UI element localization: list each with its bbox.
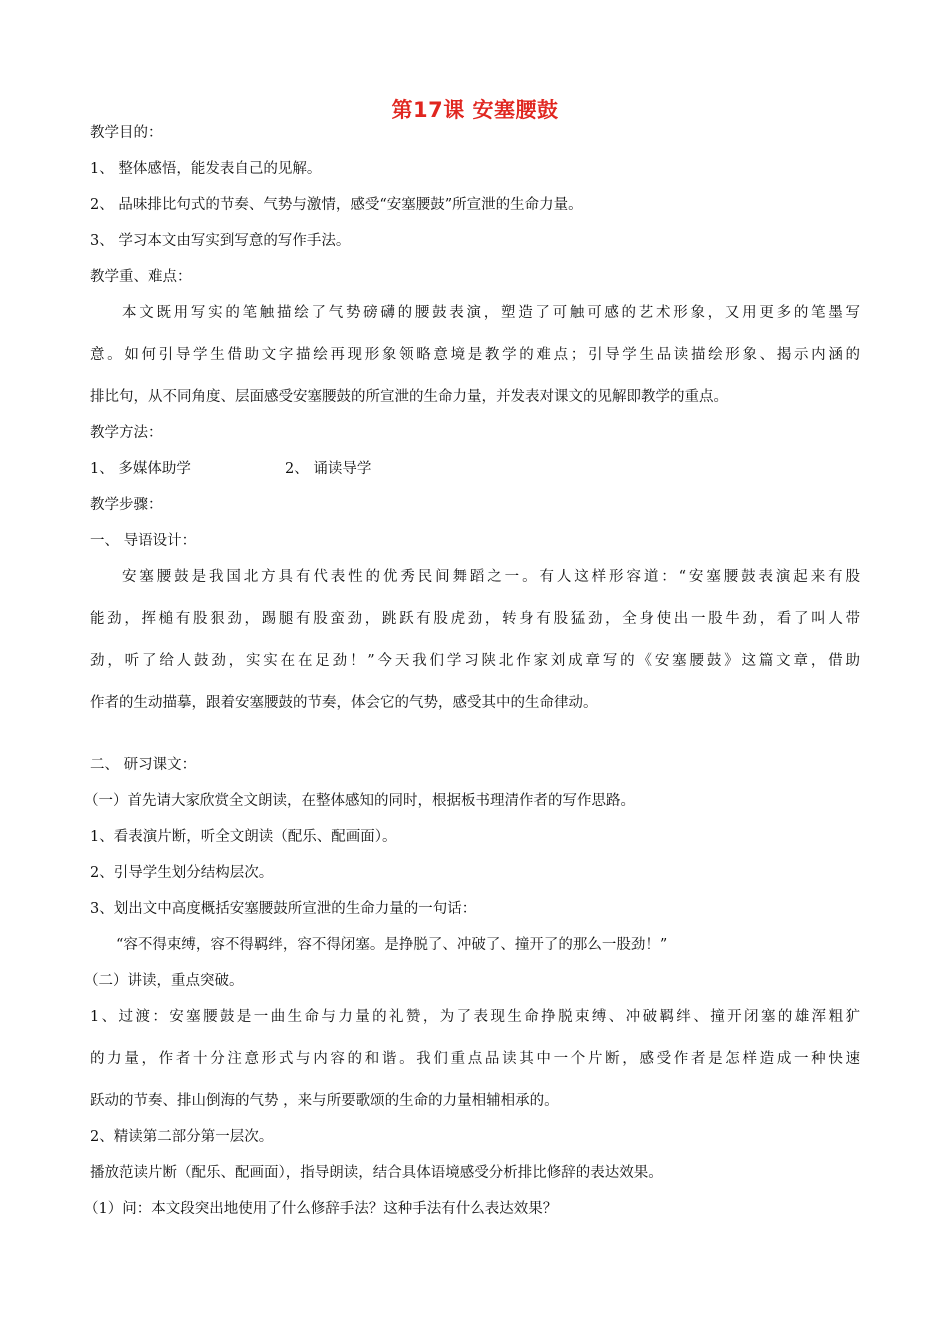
method-item: 2、 诵读导学 (285, 461, 372, 477)
transition-line: 1、过渡：安塞腰鼓是一曲生命与力量的礼赞，为了表现生命挣脱束缚、冲破羁绊、撞开闭塞的雄浑粗犷 (90, 1009, 860, 1025)
section-two-heading: 二、 研习课文： (90, 757, 197, 773)
intro-line: 劲，听了给人鼓劲，实实在在足劲！”今天我们学习陕北作家刘成章写的《安塞腰鼓》这篇文章，借助 (90, 653, 860, 669)
methods-heading: 教学方法： (90, 425, 163, 441)
transition-line: 的力量，作者十分注意形式与内容的和谐。我们重点品读其中一个片断，感受作者是怎样造成一种快速 (90, 1051, 860, 1067)
objective-item: 1、 整体感悟，能发表自己的见解。 (90, 161, 322, 177)
intro-line: 能劲，挥槌有股狠劲，踢腿有股蛮劲，跳跃有股虎劲，转身有股猛劲，全身使出一股牛劲，看了叫人带 (90, 611, 860, 627)
study-item: 2、精读第二部分第一层次。 (90, 1129, 274, 1145)
objective-item: 3、 学习本文由写实到写意的写作手法。 (90, 233, 351, 249)
section-one-heading: 一、 导语设计： (90, 533, 197, 549)
intro-line: 安塞腰鼓是我国北方具有代表性的优秀民间舞蹈之一。有人这样形容道：“安塞腰鼓表演起来有股 (122, 569, 860, 585)
study-item: 3、划出文中高度概括安塞腰鼓所宣泄的生命力量的一句话： (90, 901, 477, 917)
objective-item: 2、 品味排比句式的节奏、气势与激情，感受“安塞腰鼓”所宣泄的生命力量。 (90, 197, 583, 213)
question-item: （1）问：本文段突出地使用了什么修辞手法？这种手法有什么表达效果？ (84, 1201, 558, 1217)
key-points-line: 本文既用写实的笔触描绘了气势磅礴的腰鼓表演，塑造了可触可感的艺术形象，又用更多的笔墨写 (122, 305, 860, 321)
part-two-heading: （二）讲读，重点突破。 (84, 973, 244, 989)
page-title: 第17课 安塞腰鼓 (391, 98, 559, 122)
intro-line: 作者的生动描摹，跟着安塞腰鼓的节奏，体会它的气势，感受其中的生命律动。 (90, 695, 598, 711)
steps-heading: 教学步骤： (90, 497, 163, 513)
key-points-line: 排比句，从不同角度、层面感受安塞腰鼓的所宣泄的生命力量，并发表对课文的见解即教学的重点。 (90, 389, 728, 405)
key-points-line: 意。如何引导学生借助文字描绘再现形象领略意境是教学的难点；引导学生品读描绘形象、揭示内涵的 (90, 347, 860, 363)
part-one-heading: （一）首先请大家欣赏全文朗读，在整体感知的同时，根据板书理清作者的写作思路。 (84, 793, 635, 809)
play-instruction: 播放范读片断（配乐、配画面），指导朗读，结合具体语境感受分析排比修辞的表达效果。 (90, 1165, 663, 1181)
study-item: 1、看表演片断，听全文朗读（配乐、配画面）。 (90, 829, 397, 845)
transition-line: 跃动的节奏、排山倒海的气势 ，来与所要歌颂的生命的力量相辅相承的。 (90, 1093, 559, 1109)
study-item: 2、引导学生划分结构层次。 (90, 865, 274, 881)
objectives-heading: 教学目的： (90, 125, 163, 141)
key-points-heading: 教学重、难点： (90, 269, 192, 285)
method-item: 1、 多媒体助学 (90, 461, 191, 477)
key-quote: “容不得束缚，容不得羁绊，容不得闭塞。是挣脱了、冲破了、撞开了的那么一股劲！” (116, 937, 668, 953)
